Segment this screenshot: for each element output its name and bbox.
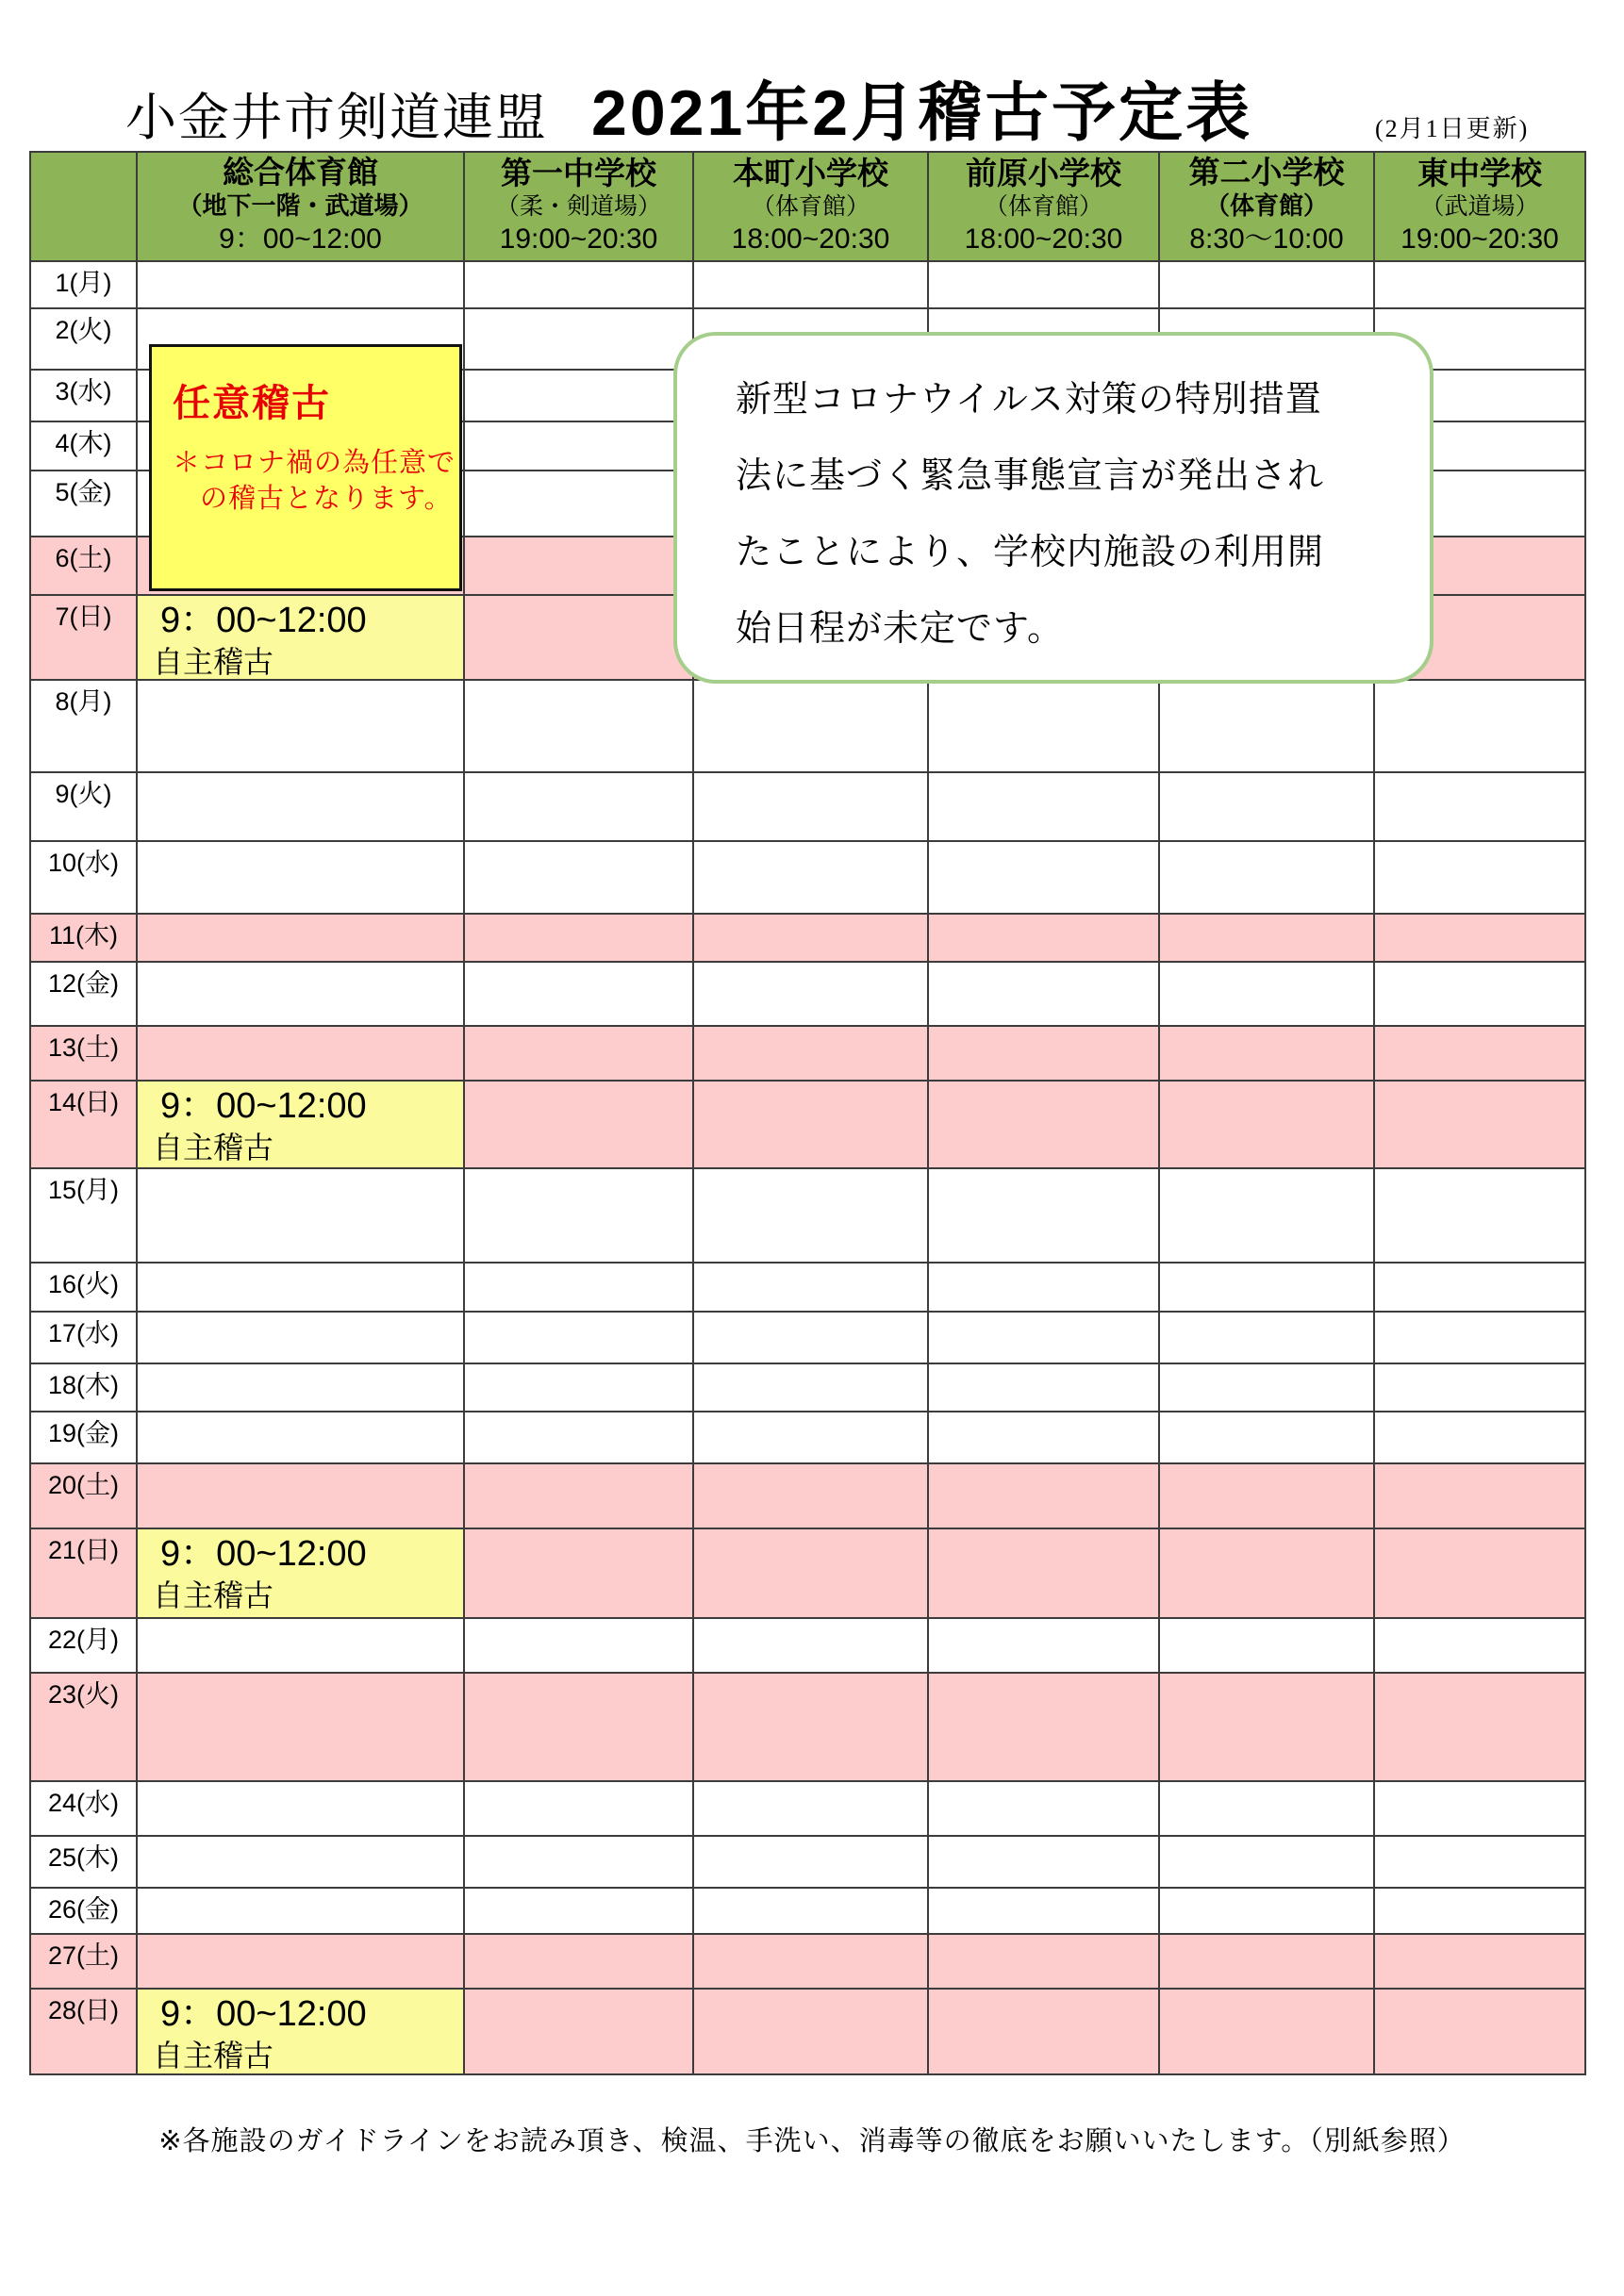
schedule-cell [137,1836,464,1888]
schedule-cell [1159,1836,1374,1888]
schedule-cell [137,1026,464,1081]
schedule-cell [693,962,928,1026]
schedule-cell [693,1263,928,1312]
date-cell: 27(土) [30,1934,137,1989]
schedule-cell [1374,1412,1585,1463]
schedule-cell [464,1081,693,1168]
schedule-row [30,1312,1585,1363]
venue-time: 19:00~20:30 [1400,223,1559,255]
schedule-cell [137,962,464,1026]
schedule-cell [928,841,1159,914]
schedule-cell [1374,1463,1585,1528]
schedule-cell [1159,962,1374,1026]
schedule-cell [928,1934,1159,1989]
schedule-cell [1159,841,1374,914]
practice-time: 9：00~12:00 [160,1994,367,2035]
schedule-cell [693,841,928,914]
schedule-cell [1159,1989,1374,2073]
schedule-cell [1374,1168,1585,1263]
venue-time: 18:00~20:30 [731,223,890,255]
schedule-cell [693,1836,928,1888]
schedule-cell [1159,261,1374,308]
date-cell: 26(金) [30,1888,137,1934]
footer-guideline-note: ※各施設のガイドラインをお読み頂き、検温、手洗い、消毒等の徹底をお願いいたします。（別紙参照） [158,2126,1466,2156]
schedule-cell [464,1836,693,1888]
practice-time: 9：00~12:00 [160,601,367,640]
schedule-cell [464,1026,693,1081]
schedule-cell [1374,841,1585,914]
venue-sub: （体育館） [984,193,1102,221]
schedule-cell [928,1836,1159,1888]
date-cell: 12(金) [30,962,137,1026]
schedule-cell [464,421,693,471]
venue-name: 第一中学校 [501,156,656,191]
date-cell: 25(木) [30,1836,137,1888]
schedule-row [30,1168,1585,1263]
schedule-cell [693,1412,928,1463]
schedule-row [30,1412,1585,1463]
organization-name: 小金井市剣道連盟 [125,90,548,146]
schedule-cell [1374,1781,1585,1836]
date-cell: 11(木) [30,914,137,962]
date-cell: 18(木) [30,1363,137,1412]
schedule-cell [137,1781,464,1836]
schedule-cell [1374,1081,1585,1168]
schedule-cell [464,1888,693,1934]
schedule-cell [137,261,464,308]
schedule-cell [693,1463,928,1528]
schedule-cell [1374,1836,1585,1888]
schedule-cell [1374,1618,1585,1673]
schedule-row [30,1673,1585,1781]
schedule-cell [464,1168,693,1263]
schedule-cell [137,1263,464,1312]
bubble-line: 法に基づく緊急事態宣言が発出され [736,456,1325,496]
schedule-cell [1159,1026,1374,1081]
venue-sub: （武道場） [1420,193,1539,221]
schedule-cell [928,1989,1159,2073]
schedule-row [30,1528,1585,1618]
schedule-cell [137,1412,464,1463]
venue-header-daiichi-chugakko [464,152,693,261]
schedule-cell [1159,1673,1374,1781]
schedule-cell [1159,680,1374,772]
date-cell: 9(火) [30,772,137,841]
date-cell: 8(月) [30,680,137,772]
venue-time: 8:30～10:00 [1189,223,1344,256]
venue-sub: （体育館） [751,193,870,221]
page-header [125,62,1252,154]
schedule-cell [1159,1934,1374,1989]
practice-label: 自主稽古 [153,1130,274,1165]
schedule-cell [1159,1781,1374,1836]
self-practice-cell [137,595,464,680]
venue-header-row [30,152,1585,261]
date-cell: 4(木) [30,421,137,471]
schedule-row [30,680,1585,772]
date-cell: 23(火) [30,1673,137,1781]
schedule-row [30,1989,1585,2073]
schedule-cell [928,261,1159,308]
schedule-row [30,1463,1585,1528]
schedule-cell [928,1888,1159,1934]
venue-sub: （地下一階・武道場） [177,191,423,221]
schedule-cell [1374,1528,1585,1618]
schedule-cell [137,1463,464,1528]
schedule-cell [464,261,693,308]
schedule-cell [464,1463,693,1528]
schedule-cell [928,1263,1159,1312]
venue-sub: （柔・剣道場） [495,193,661,221]
schedule-cell [464,841,693,914]
schedule-cell [464,914,693,962]
schedule-cell [464,1934,693,1989]
schedule-row [30,1934,1585,1989]
schedule-cell [464,1363,693,1412]
schedule-cell [1374,1888,1585,1934]
schedule-row [30,1363,1585,1412]
schedule-cell [693,1934,928,1989]
practice-label: 自主稽古 [153,644,274,679]
schedule-cell [464,1673,693,1781]
schedule-cell [693,1081,928,1168]
schedule-cell [928,1781,1159,1836]
schedule-cell [928,1528,1159,1618]
schedule-cell [137,1312,464,1363]
schedule-cell [1374,1673,1585,1781]
date-cell: 16(火) [30,1263,137,1312]
note-title: 任意稽古 [173,383,331,424]
schedule-cell [137,914,464,962]
schedule-cell [464,1412,693,1463]
venue-header-daini-shogakko [1159,152,1374,261]
schedule-cell [464,1312,693,1363]
schedule-cell [1374,1026,1585,1081]
venue-name: 前原小学校 [966,156,1121,191]
schedule-cell [464,595,693,680]
schedule-cell [928,1168,1159,1263]
schedule-cell [1374,914,1585,962]
schedule-cell [1374,1312,1585,1363]
practice-label: 自主稽古 [153,1577,274,1612]
schedule-row [30,1081,1585,1168]
schedule-cell [464,680,693,772]
date-cell: 7(日) [30,595,137,680]
venue-sub: （体育館） [1204,191,1328,221]
schedule-row [30,261,1585,308]
venue-time: 9：00~12:00 [219,223,382,256]
schedule-cell [137,1673,464,1781]
schedule-cell [693,1989,928,2073]
note-body: ＊コロナ禍の為任意での稽古となります。 [173,448,456,514]
schedule-cell [928,1081,1159,1168]
date-cell: 22(月) [30,1618,137,1673]
schedule-cell [1374,962,1585,1026]
corner-cell [30,152,137,261]
schedule-cell [137,1888,464,1934]
venue-header-sogo-taiikukan [137,152,464,261]
venue-name: 本町小学校 [733,156,888,191]
schedule-cell [1159,772,1374,841]
schedule-cell [137,1168,464,1263]
venue-time: 19:00~20:30 [499,223,658,255]
date-cell: 1(月) [30,261,137,308]
date-cell: 14(日) [30,1081,137,1168]
schedule-cell [1374,1934,1585,1989]
schedule-row [30,962,1585,1026]
schedule-cell [928,772,1159,841]
date-cell: 15(月) [30,1168,137,1263]
schedule-row [30,772,1585,841]
schedule-cell [1159,1618,1374,1673]
schedule-cell [693,1673,928,1781]
schedule-cell [464,1989,693,2073]
venue-name: 総合体育館 [223,155,378,190]
schedule-cell [928,1618,1159,1673]
schedule-cell [1159,1263,1374,1312]
optional-practice-note-box [149,344,462,591]
date-cell: 10(水) [30,841,137,914]
practice-time: 9：00~12:00 [160,1534,367,1575]
date-cell: 2(火) [30,308,137,370]
schedule-cell [1159,1081,1374,1168]
venue-time: 18:00~20:30 [964,223,1123,255]
emergency-declaration-bubble [673,332,1433,684]
page-title: 2021年2月稽古予定表 [591,77,1253,149]
schedule-cell [137,1363,464,1412]
schedule-cell [693,1528,928,1618]
schedule-cell [1159,1528,1374,1618]
schedule-row [30,1263,1585,1312]
date-cell: 21(日) [30,1528,137,1618]
schedule-row [30,1618,1585,1673]
schedule-cell [137,772,464,841]
schedule-row [30,914,1585,962]
schedule-cell [693,914,928,962]
schedule-cell [1374,1363,1585,1412]
date-cell: 5(金) [30,471,137,537]
schedule-cell [693,261,928,308]
schedule-cell [928,1026,1159,1081]
schedule-cell [1159,1168,1374,1263]
schedule-cell [693,1026,928,1081]
schedule-cell [928,914,1159,962]
schedule-cell [464,308,693,370]
schedule-cell [464,471,693,537]
venue-header-maehara-shogakko [928,152,1159,261]
schedule-cell [464,1528,693,1618]
date-cell: 19(金) [30,1412,137,1463]
schedule-cell [1374,261,1585,308]
schedule-cell [693,1781,928,1836]
practice-label: 自主稽古 [153,2038,274,2073]
schedule-row [30,1026,1585,1081]
schedule-cell [137,680,464,772]
date-cell: 13(土) [30,1026,137,1081]
schedule-cell [1374,680,1585,772]
venue-name: 東中学校 [1417,156,1542,191]
bubble-line: 始日程が未定です。 [736,609,1064,649]
update-date-note: (2月1日更新) [1375,115,1530,142]
schedule-cell [693,772,928,841]
schedule-cell [693,1618,928,1673]
date-cell: 17(水) [30,1312,137,1363]
schedule-cell [137,1934,464,1989]
schedule-cell [928,1312,1159,1363]
venue-name: 第二小学校 [1188,155,1345,190]
bubble-line: たことにより、学校内施設の利用開 [736,533,1325,572]
schedule-cell [928,1673,1159,1781]
schedule-cell [693,1363,928,1412]
self-practice-cell [137,1989,464,2073]
date-cell: 28(日) [30,1989,137,2073]
schedule-cell [1159,1463,1374,1528]
self-practice-cell [137,1081,464,1168]
date-cell: 3(水) [30,370,137,421]
schedule-cell [928,680,1159,772]
schedule-cell [464,962,693,1026]
schedule-row [30,841,1585,914]
date-cell: 24(水) [30,1781,137,1836]
schedule-cell [928,1363,1159,1412]
venue-header-honcho-shogakko [693,152,928,261]
schedule-cell [1159,1312,1374,1363]
schedule-cell [693,1168,928,1263]
schedule-row [30,1781,1585,1836]
self-practice-cell [137,1528,464,1618]
schedule-cell [693,680,928,772]
schedule-cell [1159,1412,1374,1463]
date-cell: 20(土) [30,1463,137,1528]
schedule-cell [137,841,464,914]
schedule-cell [1159,914,1374,962]
schedule-cell [693,1312,928,1363]
schedule-row [30,1888,1585,1934]
schedule-cell [137,1618,464,1673]
schedule-cell [464,537,693,595]
schedule-cell [1159,1888,1374,1934]
schedule-cell [1374,1263,1585,1312]
schedule-cell [464,1618,693,1673]
schedule-cell [693,1888,928,1934]
schedule-cell [464,370,693,421]
practice-time: 9：00~12:00 [160,1086,367,1127]
schedule-cell [1374,1989,1585,2073]
schedule-row [30,1836,1585,1888]
bubble-line: 新型コロナウイルス対策の特別措置 [736,380,1322,420]
schedule-cell [1159,1363,1374,1412]
schedule-cell [1374,772,1585,841]
schedule-cell [928,1412,1159,1463]
schedule-cell [464,772,693,841]
date-cell: 6(土) [30,537,137,595]
schedule-cell [928,962,1159,1026]
schedule-cell [464,1781,693,1836]
schedule-cell [464,1263,693,1312]
schedule-cell [928,1463,1159,1528]
venue-header-higashi-chugakko [1374,152,1585,261]
